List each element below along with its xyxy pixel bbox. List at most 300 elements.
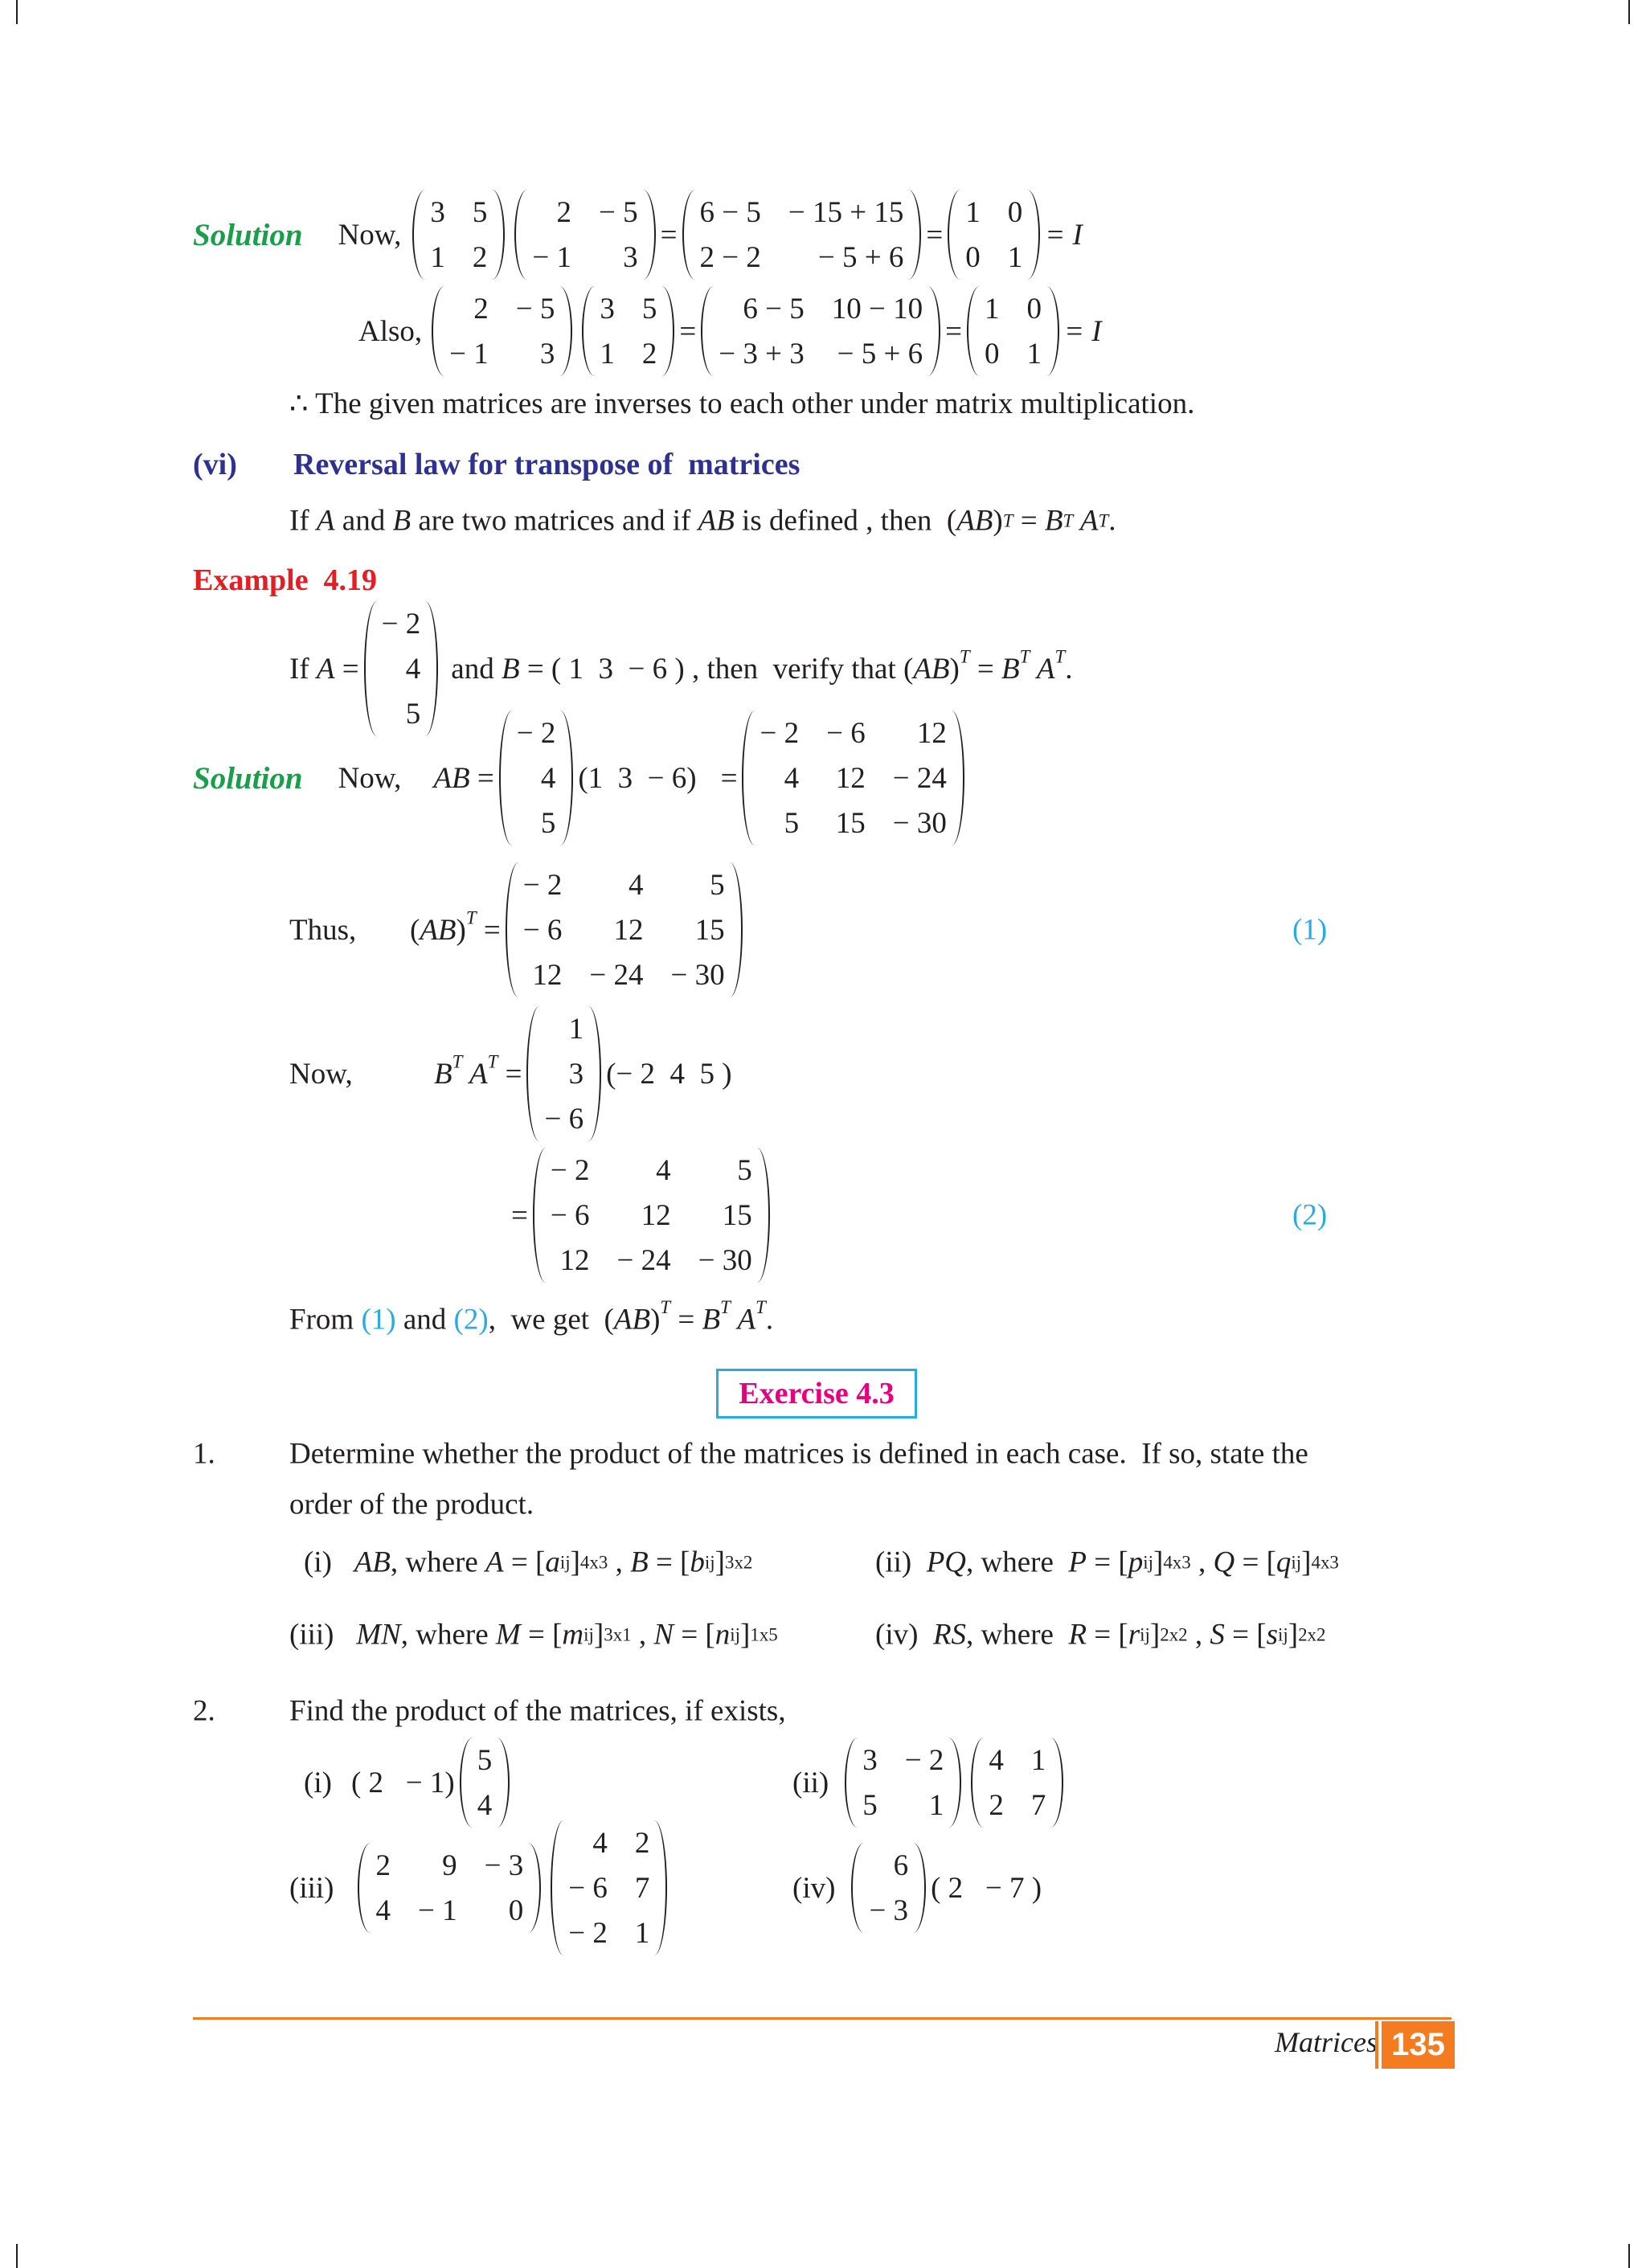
matrix-cell: 4 [540,761,556,795]
crop-mark [0,0,18,24]
text-segment: p [1128,1545,1144,1579]
matrix [682,190,922,280]
conclusion: ∴ The given matrices are inverses to each other under matrix multiplication. [289,387,1195,420]
left-paren [432,286,444,376]
exercise-label: Exercise 4.3 [739,1377,895,1410]
text-segment: = ( 1 3 − 6 ) , then verify that ( [519,652,914,686]
right-paren [948,1738,961,1828]
left-paren [701,286,714,376]
text-segment: A [485,1545,504,1579]
from-text: From [289,1303,362,1337]
matrix [412,190,505,280]
text-segment: m [562,1618,584,1652]
also-text: Also, [358,314,423,348]
matrix-cell: − 1 [532,240,571,274]
text-segment: ] [1149,1618,1161,1652]
matrix-grid [960,190,1027,280]
matrix-cell: 5 [477,1743,493,1777]
text-segment: T [487,1051,498,1072]
right-paren [528,1843,541,1933]
matrix-cell: 2 [473,292,489,325]
matrix-cell: 4 [592,1826,608,1860]
matrix-cell: 2 [641,337,657,370]
example-title [193,563,377,598]
text-segment: , where [966,1545,1069,1579]
text-segment: T [660,1297,671,1318]
matrix-cell: 1 [1007,240,1023,274]
text-segment: = [ [1087,1618,1128,1652]
left-paren [967,286,980,376]
q2-line [193,1694,786,1729]
matrix-cell: 1 [600,337,615,370]
text-segment: B [434,1057,452,1091]
matrix [845,1738,961,1828]
equals: = [660,218,678,252]
text-segment: P [1068,1545,1087,1579]
text-segment: If [289,652,317,686]
matrix [948,190,1040,280]
matrix-cell: 5 [710,868,725,902]
right-paren [908,190,921,280]
matrix-cell: − 6 [826,716,866,750]
matrix-cell: 5 [641,292,657,325]
matrix [526,1006,601,1141]
matrix-cell: 2 − 2 [699,240,761,274]
text-segment: PQ [926,1545,967,1579]
right-paren [661,286,674,376]
text-segment: A [1030,652,1055,686]
equals: = [926,218,944,252]
text-segment: = [476,913,501,947]
matrix-cell: − 24 [589,958,644,992]
matrix-cell: 5 [784,806,800,840]
equals: = [679,314,697,348]
text-segment: ( [410,913,420,947]
text-segment: (iv) [875,1618,933,1652]
text-segment: , where [966,1618,1069,1652]
q2-number: 2. [193,1694,215,1728]
matrix-grid [539,1006,588,1141]
q1-text: Determine whether the product of the matrices is defined in each case. If so, state the [289,1437,1308,1471]
matrix [499,710,574,845]
matrix-cell: 12 [916,716,947,750]
text-segment: s [1266,1618,1278,1652]
matrix-cell: 2 [375,1848,391,1882]
matrix-cell: 12 [532,958,563,992]
matrix-grid [473,1738,497,1828]
crop-mark [1628,0,1646,24]
text-segment: AB [698,504,735,538]
left-paren [742,710,755,845]
matrix-cell: − 3 + 3 [719,337,805,370]
text-segment: A [316,652,335,686]
matrix-cell: 3 [623,240,638,274]
from-conclusion [488,1297,774,1337]
ref-equation-2[interactable]: (2) [453,1303,489,1337]
from-line [289,1297,774,1337]
matrix-grid [864,1843,913,1933]
matrix-cell: − 2 [550,1153,590,1187]
text-segment: A [316,504,335,538]
left-paren [682,190,695,280]
text-segment: RS [932,1618,967,1652]
matrix-cell: 15 [835,806,866,840]
q2-part-iv [792,1843,1042,1933]
matrix-cell: 5 [472,195,488,229]
text-segment: MN [356,1618,401,1652]
matrix-cell: 12 [835,761,866,795]
matrix [551,1820,667,1955]
text-segment: ] [1153,1545,1164,1579]
ab-transpose [410,907,501,948]
matrix-cell: 15 [722,1198,752,1232]
matrix-grid [858,1738,948,1828]
matrix [506,862,743,997]
matrix-cell: 2 [989,1788,1004,1822]
matrix-grid [755,710,951,845]
matrix-cell: 6 − 5 [699,195,761,229]
matrix-cell: 3 [862,1743,878,1777]
text-segment: If [289,504,317,538]
identity-result: = I [1045,218,1083,252]
text-segment: AB [613,1303,651,1337]
right-paren [643,190,656,280]
text-segment: ] [1301,1545,1312,1579]
text-segment: and [451,652,502,686]
matrix-cell: 4 [629,868,644,902]
text-segment: A [730,1303,756,1337]
section-heading [193,447,800,482]
text-segment: = [670,1303,702,1337]
text-segment: = [497,1057,522,1091]
matrix-grid [518,862,730,997]
right-paren [730,862,743,997]
text-segment: ] [1288,1618,1299,1652]
equation-number-1: (1) [1292,913,1328,947]
text-segment: ] [570,1545,580,1579]
matrix-cell: 2 [472,240,488,274]
left-paren [533,1148,546,1283]
part-label: (ii) [792,1766,829,1799]
now-text: Now, [289,1057,353,1091]
matrix-cell: 0 [1026,292,1042,325]
matrix-cell: 1 [1026,337,1042,370]
text-segment: ) [456,913,466,947]
text-segment: A [462,1057,488,1091]
text-segment: , [608,1545,631,1579]
text-segment: = [ [503,1545,546,1579]
matrix-grid [512,710,561,845]
matrix-grid [714,286,927,376]
exercise-title [716,1369,917,1419]
q1-number: 1. [193,1437,215,1471]
text-segment: B [702,1303,721,1337]
matrix-cell: − 5 + 6 [837,337,923,370]
text-segment: B [630,1545,649,1579]
right-paren [913,1843,926,1933]
text-segment: = [1013,504,1045,538]
text-segment: B [1001,652,1020,686]
matrix [851,1843,926,1933]
left-paren [412,190,425,280]
matrix-cell: − 2 [760,716,800,750]
text-segment: . [1108,504,1116,538]
text-segment: = [969,652,1001,686]
solution-label: Solution [193,217,303,252]
solution-label: Solution [193,760,303,796]
text-segment: AB [956,504,993,538]
matrix-cell: − 2 [904,1743,944,1777]
matrix [432,286,572,376]
equation-number-2: (2) [1292,1198,1328,1232]
matrix [514,190,655,280]
matrix-cell: 6 − 5 [743,292,805,325]
text-segment: = [ [674,1618,715,1652]
matrix-cell: − 30 [892,806,947,840]
text-segment: . [765,1303,774,1337]
matrix-grid [444,286,559,376]
matrix-cell: 3 [600,292,615,325]
part-label: (iii) [289,1871,334,1905]
text-segment: T [720,1297,731,1318]
matrix-grid [527,190,642,280]
matrix [358,1843,541,1933]
left-paren [551,1820,563,1955]
text-segment: (i) [304,1545,354,1579]
text-segment: n [714,1618,731,1652]
matrix-cell: 7 [634,1871,650,1905]
right-paren [952,710,964,845]
matrix-cell: − 24 [892,761,947,795]
matrix-cell: 3 [568,1057,584,1091]
matrix-cell: 0 [1007,195,1023,229]
matrix-cell: 4 [405,652,421,686]
matrix-grid [425,190,492,280]
text-segment: (ii) [875,1545,927,1579]
text-segment: T [465,907,477,928]
q2-part-iii [289,1820,672,1955]
q1-part-i: (i) AB , where A = [ a ij ] 4x3 , B = [ b ij ] 3x2 [304,1545,753,1579]
text-segment: AB [420,913,457,947]
text-segment: T [755,1297,766,1318]
text-segment: , [631,1618,654,1652]
text-segment: R [1068,1618,1087,1652]
text-segment: a [545,1545,560,1579]
text-segment: are two matrices and if [411,504,698,538]
text-segment: (iii) [289,1618,357,1652]
matrix-cell: 15 [694,913,725,947]
text-segment: , where [400,1618,496,1652]
matrix-cell: 1 [928,1788,944,1822]
matrix [967,286,1059,376]
matrix-cell: 0 [508,1893,524,1927]
matrix-cell: 1 [430,240,445,274]
crop-mark [0,2244,18,2268]
text-segment: = [ [1234,1545,1276,1579]
text-segment: , we get ( [488,1303,614,1337]
text-segment: q [1275,1545,1292,1579]
text-segment: ) [993,504,1003,538]
text-segment: B [1044,504,1063,538]
matrix-grid [546,1148,757,1283]
matrix-grid [695,190,909,280]
matrix-cell: 10 − 10 [831,292,923,325]
matrix-cell: − 5 + 6 [817,240,904,274]
matrix-cell: 4 [784,761,800,795]
text-segment: T [1019,646,1030,667]
q1-part-iv: (iv) RS , where R = [ r ij ] 2x2 , S = [ s ij ] 2x2 [875,1618,1326,1652]
text-segment: = [469,761,494,795]
text-segment: . [1065,652,1073,686]
now-text: Now, [338,218,402,252]
matrix-cell: 4 [375,1893,391,1927]
matrix-grid [984,1738,1050,1828]
q1-part-iii: (iii) MN , where M = [ m ij ] 3x1 , N = [ n ij ] 1x5 [289,1618,778,1652]
right-paren [588,1006,601,1141]
left-paren [526,1006,539,1141]
equals: = [720,761,738,795]
text-segment: AB [433,761,470,795]
matrix-cell: − 1 [417,1893,457,1927]
bt-at [434,1051,522,1091]
q2-part-ii [792,1738,1068,1828]
matrix-cell: − 6 [550,1198,590,1232]
right-paren [492,190,505,280]
matrix [742,710,964,845]
left-paren [948,190,960,280]
section-number: (vi) [193,448,237,481]
matrix-cell: 5 [405,697,421,731]
matrix-cell: 4 [989,1743,1004,1777]
matrix-cell: 1 [568,1012,584,1046]
matrix [533,1148,770,1283]
text-segment: AB [913,652,950,686]
matrix-cell: 5 [540,806,556,840]
thus-text: Thus, [289,913,357,947]
page-number: 135 [1378,2021,1455,2069]
left-paren [845,1738,858,1828]
text-segment: is defined , then ( [734,504,957,538]
row-vector: (1 3 − 6) [578,761,697,795]
matrix-cell: 4 [656,1153,671,1187]
matrix-cell: 3 [430,195,445,229]
matrix [971,1738,1063,1828]
equals: = [511,1198,528,1232]
and-text: and [395,1303,454,1337]
text-segment: and [334,504,393,538]
q2-text: Find the product of the matrices, if exists, [289,1694,786,1728]
text-segment: r [1128,1618,1140,1652]
matrix-cell: − 24 [616,1243,671,1277]
text-segment: AB [354,1545,391,1579]
matrix-cell: − 2 [522,868,563,902]
left-paren [460,1738,473,1828]
row-vector: ( 2 − 7 ) [931,1871,1042,1905]
matrix-cell: 1 [634,1916,650,1950]
text-segment: A [1073,504,1099,538]
q1-text-2: order of the product. [289,1488,534,1521]
right-paren [757,1148,770,1283]
text-segment: T [452,1051,463,1072]
matrix-cell: − 3 [484,1848,524,1882]
q1-part-ii: (ii) PQ , where P = [ p ij ] 4x3 , Q = [ q ij ] 4x3 [875,1545,1339,1579]
matrix-grid [595,286,661,376]
footer-rule [193,2017,1452,2020]
text-segment: Q [1213,1545,1235,1579]
text-segment: , [1190,1545,1214,1579]
matrix [701,286,940,376]
right-paren [654,1820,667,1955]
part-label: (i) [304,1766,332,1799]
equals-2-line [511,1148,775,1283]
matrix-cell: − 2 [516,716,556,750]
right-paren [560,710,573,845]
text-segment: B [501,652,520,686]
solution-1-line [193,190,1083,280]
matrix-cell: 1 [1030,1743,1046,1777]
matrix-cell: 5 [737,1153,752,1187]
matrix-cell: − 30 [670,958,725,992]
matrix-cell: − 3 [869,1893,909,1927]
part-label: (iv) [792,1871,836,1905]
thus-line [289,862,747,997]
crop-mark [1628,2244,1646,2268]
left-paren [358,1843,371,1933]
left-paren [851,1843,864,1933]
footer-chapter: Matrices [1275,2026,1378,2058]
matrix-cell: 1 [965,195,981,229]
text-segment: ] [593,1618,604,1652]
right-paren [1027,190,1040,280]
q1-line-1 [193,1437,1308,1472]
solution-2-line [193,710,969,845]
matrix-cell: 12 [641,1198,671,1232]
text-segment: = [ [648,1545,690,1579]
matrix-cell: − 2 [568,1916,608,1950]
matrix-cell: 2 [556,195,571,229]
matrix-grid [371,1843,528,1933]
matrix [460,1738,510,1828]
matrix-cell: 4 [477,1788,493,1822]
left-paren [499,710,512,845]
matrix-cell: − 5 [599,195,638,229]
matrix-cell: 9 [442,1848,457,1882]
matrix-cell: 12 [613,913,644,947]
if-a [289,652,359,686]
section-statement: If A and B are two matrices and if AB is defined , then ( AB ) T = B T A T . [289,504,1116,538]
text-segment: T [1054,646,1066,667]
matrix-cell: − 5 [515,292,555,325]
matrix-cell: 0 [985,337,1000,370]
text-segment: ) [650,1303,661,1337]
identity-result: = I [1064,314,1102,348]
text-segment: = [ [1224,1618,1267,1652]
ref-equation-1[interactable]: (1) [361,1303,396,1337]
q2-part-i [304,1738,514,1828]
row-vector: ( 2 − 1) [350,1766,455,1799]
right-paren [927,286,940,376]
matrix-cell: 0 [965,240,981,274]
matrix-cell: − 6 [522,913,563,947]
matrix-cell: − 6 [544,1102,584,1136]
matrix-cell: − 30 [698,1243,752,1277]
matrix-cell: − 15 + 15 [788,195,904,229]
matrix-cell: − 2 [381,607,421,641]
matrix [582,286,674,376]
ab-label [433,761,493,796]
now-bt-line [289,1006,732,1141]
text-segment: = [ [1087,1545,1128,1579]
